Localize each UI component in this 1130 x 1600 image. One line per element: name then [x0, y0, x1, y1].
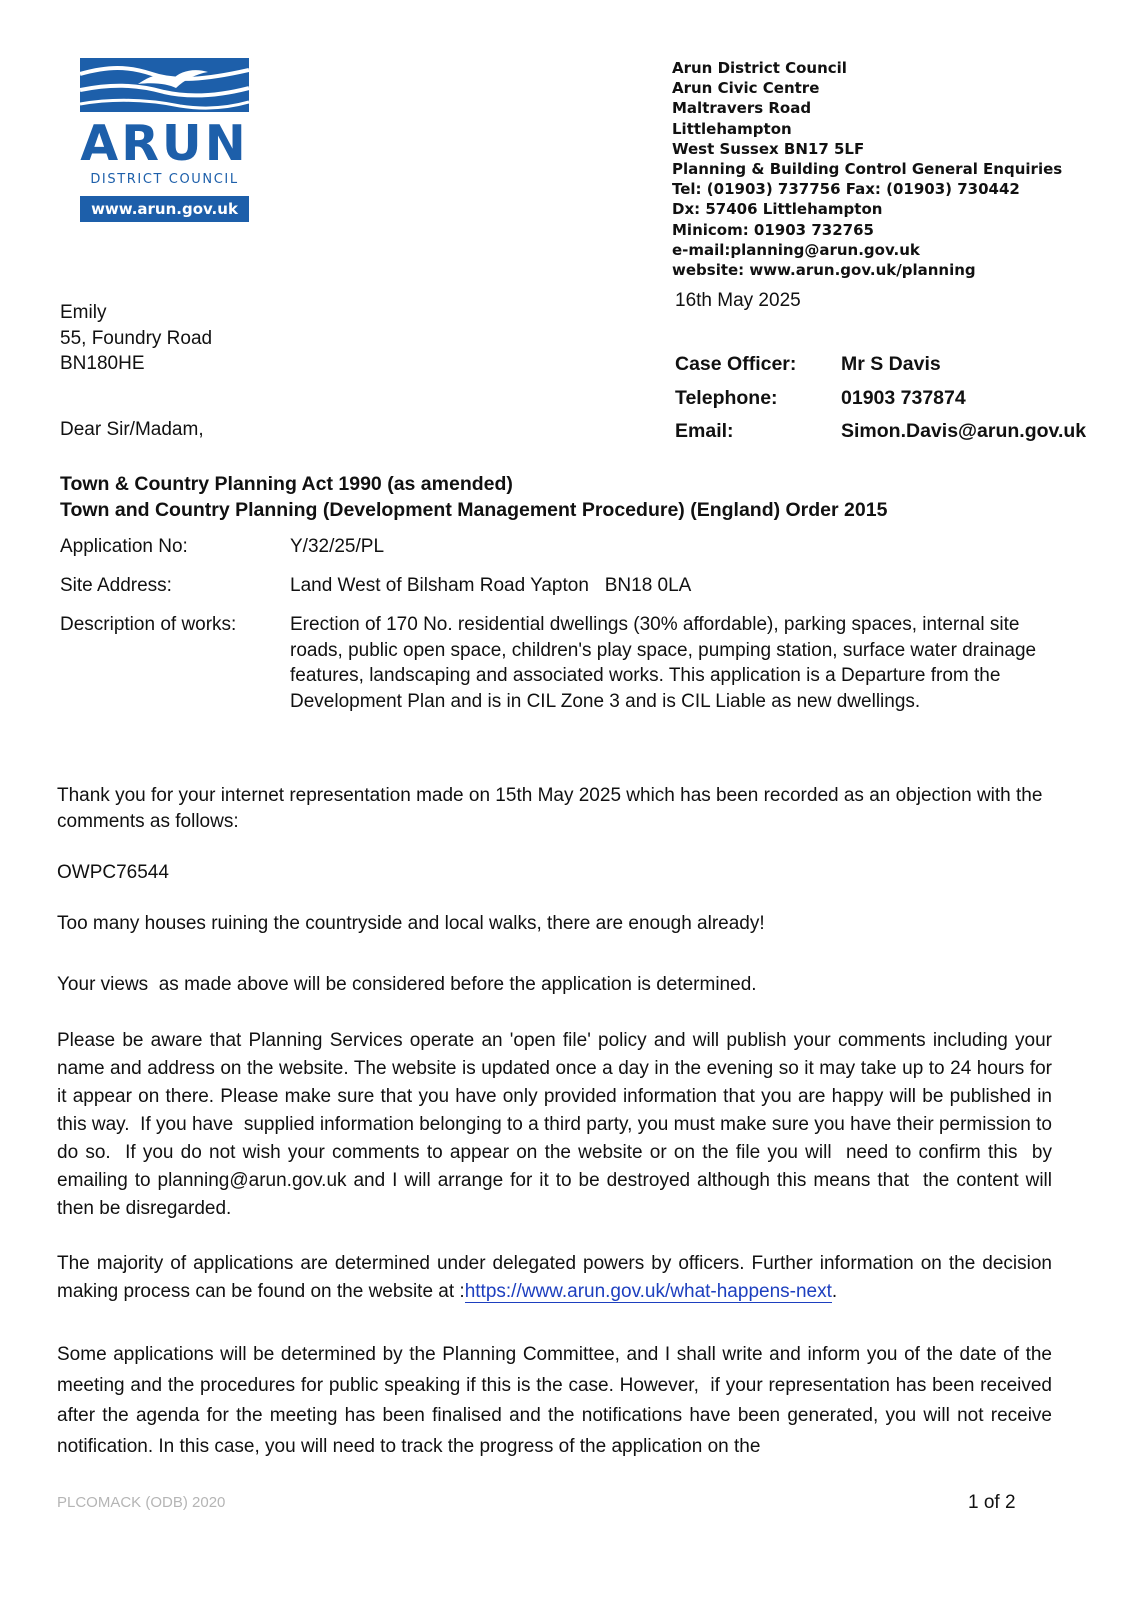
council-address-line: West Sussex BN17 5LF — [672, 139, 865, 158]
form-code: PLCOMACK (ODB) 2020 — [57, 1494, 226, 1511]
act-line: Town & Country Planning Act 1990 (as amended) — [60, 473, 513, 495]
email-label: Email: — [675, 420, 734, 442]
thanks-paragraph: Thank you for your internet representation made on 15th May 2025 which has been recorded as an objection with the comments as follows: — [57, 785, 1043, 832]
views-paragraph: Your views as made above will be considered before the application is determined. — [57, 974, 757, 995]
salutation: Dear Sir/Madam, — [60, 419, 204, 440]
seagull-wave-logo-icon — [80, 58, 249, 112]
council-address-line: Arun District Council — [672, 59, 847, 77]
application-details — [60, 534, 1050, 714]
representation-reference: OWPC76544 — [57, 862, 169, 883]
page-number: 1 of 2 — [968, 1492, 1016, 1513]
representation-comment: Too many houses ruining the countryside and local walks, there are enough already! — [57, 913, 765, 934]
logo-subtitle: DISTRICT COUNCIL — [90, 172, 239, 187]
council-address-line: Littlehampton — [672, 119, 792, 138]
site-address-row — [60, 573, 1050, 612]
council-address-line: Arun Civic Centre — [672, 79, 820, 98]
logo-website: www.arun.gov.uk — [80, 196, 249, 222]
telephone-label: Telephone: — [675, 386, 778, 409]
site-address-value: Land West of Bilsham Road Yapton BN18 0LA — [290, 575, 692, 596]
case-officer-value: Mr S Davis — [841, 353, 941, 375]
case-officer-label: Case Officer: — [675, 353, 797, 375]
delegated-end: . — [831, 1281, 838, 1302]
logo-name: ARUN — [80, 115, 249, 172]
open-file-paragraph: Please be aware that Planning Services operate an 'open file' policy and will publish your comments including your name and address on the website. The website is updated once a day in the evening so it may take up to 24 hours for it appear on there. Please make sure that you have only provided information that you are happy will be published in this way. If you have supplied information belonging to a third party, you must make sure you have their permission to do so. If you do not wish your comments to appear on the website or on the file you will need to confirm this by emailing to planning@arun.gov.uk and I will arrange for it to be destroyed although this means that the content will then be disregarded. — [57, 1030, 1058, 1219]
recipient-street: 55, Foundry Road — [60, 327, 213, 349]
delegated-paragraph — [57, 1250, 1052, 1306]
committee-paragraph: Some applications will be determined by the Planning Committee, and I shall write and inform you of the date of the meeting and the procedures for public speaking if this is the case. However, if your representation has been received after the agenda for the meeting has been finalised and the notifications have been generated, you will not receive notification. In this case, you will need to track the progress of the application on the — [57, 1344, 1058, 1457]
telephone-value: 01903 737874 — [841, 386, 966, 409]
recipient-name: Emily — [60, 302, 107, 323]
council-address-line: Tel: (01903) 737756 Fax: (01903) 730442 — [672, 180, 1020, 199]
council-address-line: Dx: 57406 Littlehampton — [672, 200, 883, 219]
legislation-heading — [60, 471, 887, 523]
council-address-line: Maltravers Road — [672, 99, 812, 118]
council-address-line: e-mail:planning@arun.gov.uk — [672, 240, 920, 259]
council-address-line: website: www.arun.gov.uk/planning — [672, 261, 976, 280]
site-address-label: Site Address: — [60, 575, 172, 596]
recipient-address — [60, 300, 212, 377]
council-address-line: Planning & Building Control General Enquiries — [672, 160, 1063, 179]
what-happens-next-link[interactable]: https://www.arun.gov.uk/what-happens-next — [464, 1281, 832, 1302]
email-value: Simon.Davis@arun.gov.uk — [841, 420, 1087, 442]
application-no-value: Y/32/25/PL — [290, 536, 385, 557]
recipient-postcode: BN180HE — [60, 353, 145, 374]
council-address-line: Minicom: 01903 732765 — [672, 220, 874, 239]
letter-date: 16th May 2025 — [675, 290, 801, 311]
council-address-block — [672, 58, 1062, 280]
application-no-label: Application No: — [60, 536, 188, 557]
delegated-text: The majority of applications are determined under delegated powers by officers. Further information on the decision making process can be found on the website at : — [57, 1253, 1052, 1302]
description-row — [60, 612, 1050, 714]
council-logo — [80, 58, 249, 222]
description-label: Description of works: — [60, 614, 237, 635]
application-no-row — [60, 534, 1050, 573]
description-value: Erection of 170 No. residential dwellings (30% affordable), parking spaces, internal site roads, public open space, children's play space, pumping station, surface water drainage features, landscaping and associated works. This application is a Departure from the Development Plan and is in CIL Zone 3 and is CIL Liable as new dwellings. — [290, 614, 1037, 712]
act-line: Town and Country Planning (Development Management Procedure) (England) Order 2015 — [60, 499, 888, 521]
